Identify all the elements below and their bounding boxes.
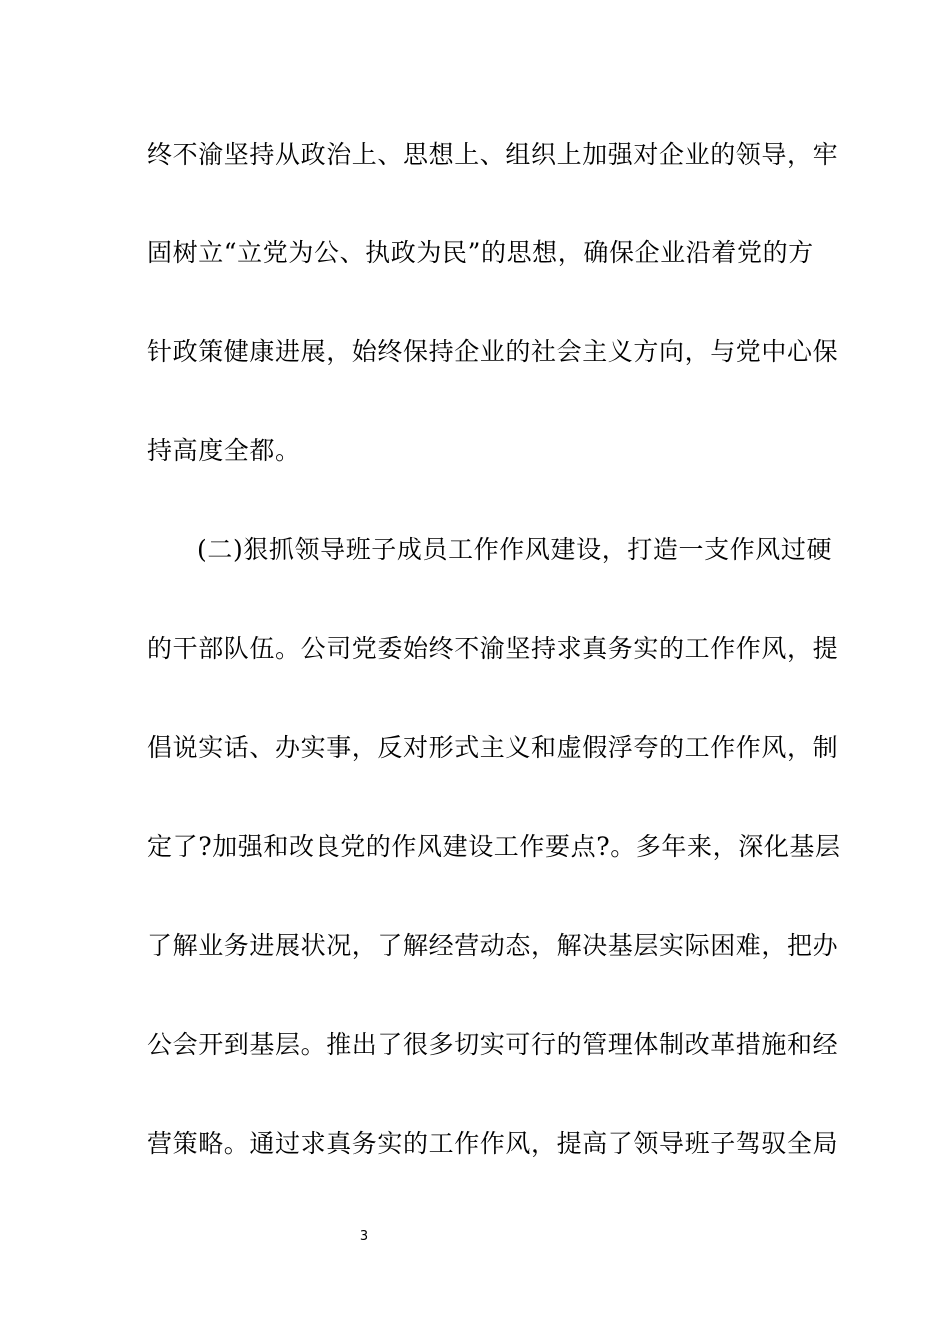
text-line: 公会开到基层。推出了很多切实可行的管理体制改革措施和经 bbox=[147, 1030, 839, 1059]
text-line: 持高度全都。 bbox=[147, 436, 301, 465]
text-line: 终不渝坚持从政治上、思想上、组织上加强对企业的领导，牢 bbox=[147, 140, 839, 169]
text-line: 的干部队伍。公司党委始终不渝坚持求真务实的工作作风，提 bbox=[147, 634, 839, 663]
text-line: (二)狠抓领导班子成员工作作风建设，打造一支作风过硬 bbox=[197, 535, 833, 564]
text-line: 了解业务进展状况，了解经营动态，解决基层实际困难，把办 bbox=[147, 931, 839, 960]
text-line: 定了?加强和改良党的作风建设工作要点?。多年来，深化基层 bbox=[147, 832, 841, 861]
text-line: 针政策健康进展，始终保持企业的社会主义方向，与党中心保 bbox=[147, 337, 839, 366]
text-line: 营策略。通过求真务实的工作作风，提高了领导班子驾驭全局 bbox=[147, 1129, 839, 1158]
page-number: 3 bbox=[359, 1229, 369, 1244]
text-line: 固树立“立党为公、执政为民”的思想，确保企业沿着党的方 bbox=[147, 238, 814, 267]
text-line: 倡说实话、办实事，反对形式主义和虚假浮夸的工作作风，制 bbox=[147, 733, 839, 762]
